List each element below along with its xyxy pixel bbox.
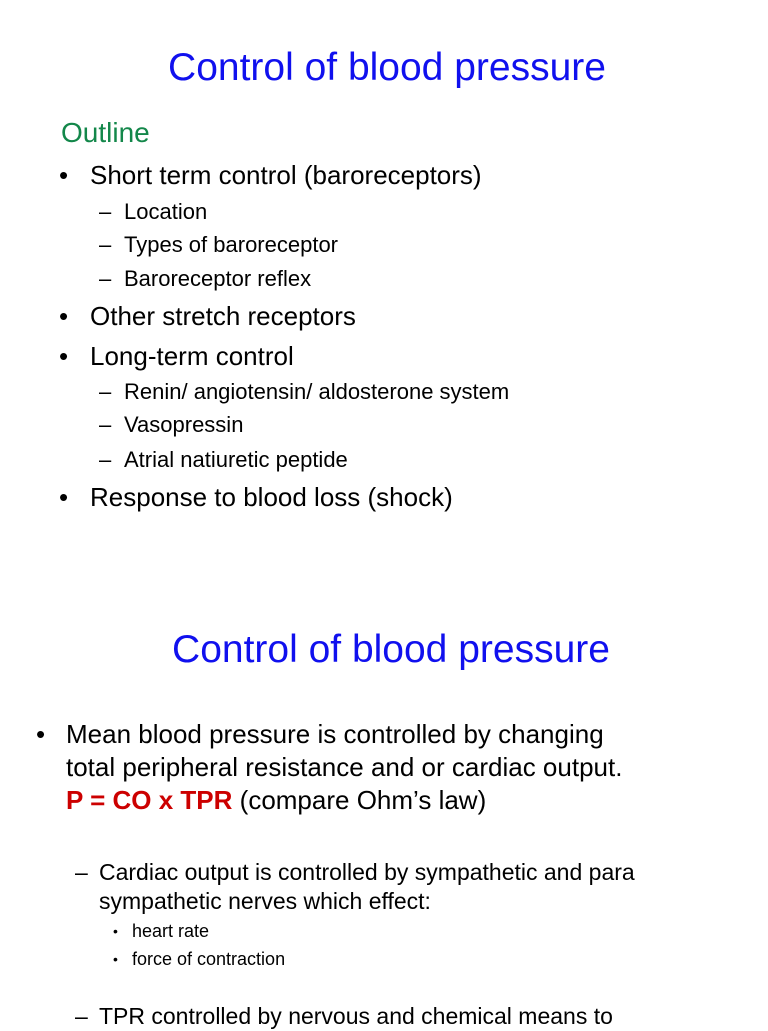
dash-icon: – xyxy=(99,266,112,291)
sub-sub-item-text: force of contraction xyxy=(132,949,286,969)
sub-item-text: Types of baroreceptor xyxy=(124,232,339,257)
formula-note: (compare Ohm’s law) xyxy=(239,785,487,815)
bullet-icon: • xyxy=(59,482,69,512)
bullet-icon: • xyxy=(59,341,69,371)
dash-icon: – xyxy=(99,412,112,437)
sub-item-text: Renin/ angiotensin/ aldosterone system xyxy=(124,379,510,404)
list-item-text: Short term control (baroreceptors) xyxy=(90,160,482,190)
list-item-text: Long-term control xyxy=(90,341,294,371)
bullet-icon: • xyxy=(113,951,118,967)
slide-title: Control of blood pressure xyxy=(168,46,606,89)
sub-item-text-line1: Cardiac output is controlled by sympathetic and para xyxy=(99,859,635,885)
sub-item-text-line2: sympathetic nerves which effect: xyxy=(99,888,431,914)
sub-sub-item-text: heart rate xyxy=(132,921,210,941)
bullet-icon: • xyxy=(113,923,118,939)
sub-item-text: Atrial natiuretic peptide xyxy=(124,447,348,472)
dash-icon: – xyxy=(75,859,88,885)
formula-wrap xyxy=(66,784,486,816)
bullet-icon: • xyxy=(59,160,69,190)
list-item-text: Response to blood loss (shock) xyxy=(90,482,453,512)
dash-icon: – xyxy=(99,199,112,224)
sub-item-text-line1: TPR controlled by nervous and chemical means to xyxy=(99,1003,613,1029)
list-item-text-line2: total peripheral resistance and or cardiac output. xyxy=(66,752,623,782)
outline-heading: Outline xyxy=(61,117,150,148)
formula: P = CO x TPR xyxy=(66,785,233,815)
list-item-text-line1: Mean blood pressure is controlled by changing xyxy=(66,719,604,749)
slide-title: Control of blood pressure xyxy=(172,628,610,671)
dash-icon: – xyxy=(99,379,112,404)
slide-control-of-bp xyxy=(0,590,768,1029)
sub-item-text: Baroreceptor reflex xyxy=(124,266,312,291)
bullet-icon: • xyxy=(36,719,46,749)
sub-item-text: Vasopressin xyxy=(124,412,244,437)
dash-icon: – xyxy=(75,1003,88,1029)
bullet-icon: • xyxy=(59,301,69,331)
dash-icon: – xyxy=(99,232,112,257)
dash-icon: – xyxy=(99,447,112,472)
list-item-text: Other stretch receptors xyxy=(90,301,356,331)
sub-item-text: Location xyxy=(124,199,208,224)
